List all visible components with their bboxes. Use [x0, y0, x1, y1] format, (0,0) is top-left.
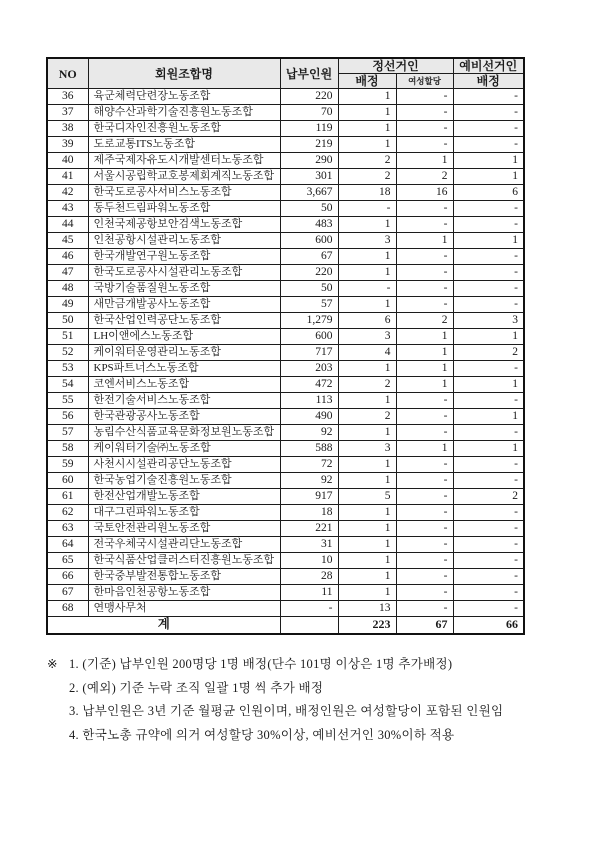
table-row: [47, 297, 524, 313]
cell-allocation: 3: [338, 329, 396, 345]
cell-women-quota: -: [396, 201, 453, 217]
cell-preliminary-allocation: 2: [453, 489, 524, 505]
cell-paying-members: 11: [280, 585, 338, 601]
cell-paying-members: 203: [280, 361, 338, 377]
cell-no: 38: [47, 121, 88, 137]
cell-union-name: 한국디자인진흥원노동조합: [88, 121, 280, 137]
cell-women-quota: -: [396, 217, 453, 233]
cell-allocation: 1: [338, 505, 396, 521]
table-row: [47, 121, 524, 137]
cell-allocation: 1: [338, 569, 396, 585]
cell-allocation: 1: [338, 553, 396, 569]
table-row: [47, 265, 524, 281]
cell-preliminary-allocation: 1: [453, 169, 524, 185]
cell-women-quota: -: [396, 121, 453, 137]
cell-union-name: 연맹사무처: [88, 601, 280, 617]
cell-no: 39: [47, 137, 88, 153]
table-row: [47, 377, 524, 393]
table-row: [47, 201, 524, 217]
cell-no: 59: [47, 457, 88, 473]
footnote-marker: [47, 724, 69, 748]
cell-allocation: -: [338, 201, 396, 217]
cell-paying-members: 3,667: [280, 185, 338, 201]
cell-allocation: 1: [338, 137, 396, 153]
footnote-text: 2. (예외) 기준 누락 조직 일괄 1명 씩 추가 배정: [69, 680, 324, 695]
cell-allocation: 5: [338, 489, 396, 505]
cell-union-name: 새만금개발공사노동조합: [88, 297, 280, 313]
table-row: [47, 569, 524, 585]
cell-paying-members: 717: [280, 345, 338, 361]
cell-women-quota: -: [396, 425, 453, 441]
cell-allocation: 2: [338, 409, 396, 425]
cell-no: 47: [47, 265, 88, 281]
cell-union-name: 코엔서비스노동조합: [88, 377, 280, 393]
footnote-line: [47, 700, 567, 724]
cell-preliminary-allocation: 1: [453, 153, 524, 169]
cell-no: 68: [47, 601, 88, 617]
total-preliminary-allocation: 66: [453, 617, 524, 634]
table-row: [47, 425, 524, 441]
cell-paying-members: 10: [280, 553, 338, 569]
cell-preliminary-allocation: -: [453, 121, 524, 137]
total-paying-members: [280, 617, 338, 634]
cell-women-quota: 2: [396, 169, 453, 185]
cell-no: 57: [47, 425, 88, 441]
cell-union-name: 육군체력단련장노동조합: [88, 89, 280, 105]
cell-no: 37: [47, 105, 88, 121]
cell-allocation: 3: [338, 441, 396, 457]
cell-no: 50: [47, 313, 88, 329]
table-row: [47, 601, 524, 617]
cell-union-name: KPS파트너스노동조합: [88, 361, 280, 377]
cell-preliminary-allocation: -: [453, 217, 524, 233]
cell-union-name: 한국산업인력공단노동조합: [88, 313, 280, 329]
cell-union-name: 한전기술서비스노동조합: [88, 393, 280, 409]
table-row: [47, 489, 524, 505]
cell-women-quota: -: [396, 409, 453, 425]
cell-women-quota: -: [396, 297, 453, 313]
cell-no: 48: [47, 281, 88, 297]
cell-allocation: 1: [338, 457, 396, 473]
cell-paying-members: -: [280, 601, 338, 617]
cell-paying-members: 28: [280, 569, 338, 585]
cell-paying-members: 72: [280, 457, 338, 473]
cell-allocation: 18: [338, 185, 396, 201]
cell-union-name: 한마음인천공항노동조합: [88, 585, 280, 601]
cell-women-quota: 1: [396, 329, 453, 345]
cell-preliminary-allocation: -: [453, 505, 524, 521]
cell-women-quota: 1: [396, 345, 453, 361]
cell-preliminary-allocation: -: [453, 249, 524, 265]
cell-women-quota: 1: [396, 377, 453, 393]
cell-preliminary-allocation: -: [453, 89, 524, 105]
cell-paying-members: 588: [280, 441, 338, 457]
cell-no: 63: [47, 521, 88, 537]
cell-paying-members: 290: [280, 153, 338, 169]
cell-allocation: 1: [338, 537, 396, 553]
cell-women-quota: -: [396, 457, 453, 473]
cell-preliminary-allocation: -: [453, 457, 524, 473]
cell-paying-members: 301: [280, 169, 338, 185]
cell-allocation: 2: [338, 377, 396, 393]
table-row: [47, 249, 524, 265]
col-header-allocation: 배정: [338, 74, 396, 89]
cell-union-name: 인천공항시설관리노동조합: [88, 233, 280, 249]
table-row: [47, 105, 524, 121]
cell-union-name: 한전산업개발노동조합: [88, 489, 280, 505]
cell-preliminary-allocation: -: [453, 297, 524, 313]
cell-union-name: 한국도로공사시설관리노동조합: [88, 265, 280, 281]
cell-preliminary-allocation: 3: [453, 313, 524, 329]
union-allocation-table: [46, 57, 525, 635]
cell-women-quota: -: [396, 89, 453, 105]
cell-preliminary-allocation: -: [453, 361, 524, 377]
cell-allocation: 1: [338, 393, 396, 409]
cell-preliminary-allocation: -: [453, 601, 524, 617]
cell-union-name: 농림수산식품교육문화정보원노동조합: [88, 425, 280, 441]
cell-paying-members: 219: [280, 137, 338, 153]
cell-union-name: 제주국제자유도시개발센터노동조합: [88, 153, 280, 169]
cell-paying-members: 600: [280, 233, 338, 249]
cell-no: 65: [47, 553, 88, 569]
table-row: [47, 345, 524, 361]
cell-preliminary-allocation: 1: [453, 329, 524, 345]
cell-preliminary-allocation: 1: [453, 233, 524, 249]
cell-preliminary-allocation: 6: [453, 185, 524, 201]
cell-paying-members: 31: [280, 537, 338, 553]
table-row: [47, 329, 524, 345]
cell-paying-members: 50: [280, 281, 338, 297]
cell-no: 44: [47, 217, 88, 233]
cell-paying-members: 18: [280, 505, 338, 521]
cell-no: 54: [47, 377, 88, 393]
cell-allocation: -: [338, 281, 396, 297]
cell-preliminary-allocation: 1: [453, 377, 524, 393]
col-header-union-name: 회원조합명: [88, 58, 280, 89]
cell-paying-members: 50: [280, 201, 338, 217]
table-header: [47, 58, 524, 89]
cell-allocation: 1: [338, 217, 396, 233]
cell-paying-members: 483: [280, 217, 338, 233]
cell-union-name: 해양수산과학기술진흥원노동조합: [88, 105, 280, 121]
cell-preliminary-allocation: -: [453, 553, 524, 569]
cell-allocation: 1: [338, 89, 396, 105]
cell-women-quota: -: [396, 537, 453, 553]
cell-preliminary-allocation: 1: [453, 441, 524, 457]
cell-paying-members: 92: [280, 425, 338, 441]
cell-allocation: 2: [338, 153, 396, 169]
total-row: [47, 617, 524, 634]
cell-women-quota: 1: [396, 153, 453, 169]
table-row: [47, 585, 524, 601]
cell-preliminary-allocation: -: [453, 425, 524, 441]
cell-preliminary-allocation: 1: [453, 409, 524, 425]
footnote-marker: [47, 700, 69, 724]
cell-allocation: 1: [338, 249, 396, 265]
cell-women-quota: 1: [396, 233, 453, 249]
table-row: [47, 89, 524, 105]
cell-no: 46: [47, 249, 88, 265]
cell-no: 55: [47, 393, 88, 409]
cell-union-name: 한국개발연구원노동조합: [88, 249, 280, 265]
table-row: [47, 137, 524, 153]
total-label: 계: [47, 617, 280, 634]
col-header-paying-members: 납부인원: [280, 58, 338, 89]
cell-no: 36: [47, 89, 88, 105]
cell-no: 49: [47, 297, 88, 313]
col-header-regular-electors: 정선거인: [338, 58, 453, 74]
footnote-text: 3. 납부인원은 3년 기준 월평균 인원이며, 배정인원은 여성할당이 포함된 인원임: [69, 704, 504, 718]
table-row: [47, 393, 524, 409]
table-row: [47, 233, 524, 249]
cell-women-quota: 2: [396, 313, 453, 329]
cell-paying-members: 113: [280, 393, 338, 409]
footnote-marker: ※: [47, 657, 58, 671]
table-body: [47, 89, 524, 617]
cell-allocation: 1: [338, 425, 396, 441]
cell-women-quota: -: [396, 585, 453, 601]
cell-no: 60: [47, 473, 88, 489]
table-row: [47, 537, 524, 553]
cell-preliminary-allocation: -: [453, 137, 524, 153]
table-row: [47, 217, 524, 233]
cell-union-name: 서울시공립학교호봉제회계직노동조합: [88, 169, 280, 185]
cell-preliminary-allocation: -: [453, 281, 524, 297]
cell-paying-members: 1,279: [280, 313, 338, 329]
cell-women-quota: 1: [396, 361, 453, 377]
cell-women-quota: -: [396, 137, 453, 153]
cell-allocation: 1: [338, 473, 396, 489]
table-row: [47, 361, 524, 377]
cell-union-name: 도로교통ITS노동조합: [88, 137, 280, 153]
col-header-women-quota: 여성할당: [396, 74, 453, 89]
footnote-text: 1. (기준) 납부인원 200명당 1명 배정(단수 101명 이상은 1명 추가배정): [69, 657, 453, 671]
cell-paying-members: 917: [280, 489, 338, 505]
footnote-line: [47, 677, 567, 701]
cell-women-quota: -: [396, 553, 453, 569]
cell-allocation: 1: [338, 521, 396, 537]
total-allocation: 223: [338, 617, 396, 634]
cell-union-name: 동두천드림파워노동조합: [88, 201, 280, 217]
table-row: [47, 169, 524, 185]
footnotes: [47, 653, 567, 747]
footnote-line: [47, 724, 567, 748]
cell-paying-members: 220: [280, 89, 338, 105]
cell-allocation: 3: [338, 233, 396, 249]
cell-women-quota: -: [396, 505, 453, 521]
total-women-quota: 67: [396, 617, 453, 634]
cell-preliminary-allocation: -: [453, 393, 524, 409]
cell-union-name: 한국농업기술진흥원노동조합: [88, 473, 280, 489]
cell-union-name: 케이워터기술㈜노동조합: [88, 441, 280, 457]
cell-allocation: 1: [338, 585, 396, 601]
cell-union-name: 케이워터운영관리노동조합: [88, 345, 280, 361]
table-row: [47, 553, 524, 569]
cell-allocation: 13: [338, 601, 396, 617]
cell-no: 58: [47, 441, 88, 457]
table-row: [47, 313, 524, 329]
cell-allocation: 1: [338, 105, 396, 121]
cell-no: 43: [47, 201, 88, 217]
cell-no: 64: [47, 537, 88, 553]
cell-paying-members: 67: [280, 249, 338, 265]
cell-no: 41: [47, 169, 88, 185]
cell-women-quota: -: [396, 521, 453, 537]
cell-paying-members: 57: [280, 297, 338, 313]
footnote-line: [47, 653, 567, 677]
cell-women-quota: -: [396, 281, 453, 297]
table-row: [47, 409, 524, 425]
table-row: [47, 521, 524, 537]
cell-women-quota: -: [396, 601, 453, 617]
cell-women-quota: -: [396, 105, 453, 121]
cell-no: 61: [47, 489, 88, 505]
cell-union-name: 전국우체국시설관리단노동조합: [88, 537, 280, 553]
cell-preliminary-allocation: 2: [453, 345, 524, 361]
cell-preliminary-allocation: -: [453, 201, 524, 217]
cell-union-name: 한국식품산업클러스터진흥원노동조합: [88, 553, 280, 569]
cell-preliminary-allocation: -: [453, 521, 524, 537]
cell-preliminary-allocation: -: [453, 585, 524, 601]
cell-no: 51: [47, 329, 88, 345]
cell-no: 62: [47, 505, 88, 521]
cell-women-quota: -: [396, 569, 453, 585]
cell-women-quota: -: [396, 249, 453, 265]
table-row: [47, 473, 524, 489]
cell-union-name: LH이앤에스노동조합: [88, 329, 280, 345]
cell-allocation: 1: [338, 121, 396, 137]
cell-allocation: 1: [338, 265, 396, 281]
col-header-no: NO: [47, 58, 88, 89]
cell-preliminary-allocation: -: [453, 473, 524, 489]
cell-paying-members: 490: [280, 409, 338, 425]
table-row: [47, 457, 524, 473]
cell-women-quota: -: [396, 489, 453, 505]
cell-women-quota: -: [396, 265, 453, 281]
cell-union-name: 한국중부발전통합노동조합: [88, 569, 280, 585]
cell-no: 66: [47, 569, 88, 585]
cell-paying-members: 70: [280, 105, 338, 121]
cell-preliminary-allocation: -: [453, 105, 524, 121]
cell-paying-members: 220: [280, 265, 338, 281]
table-row: [47, 441, 524, 457]
cell-union-name: 국방기술품질원노동조합: [88, 281, 280, 297]
cell-paying-members: 221: [280, 521, 338, 537]
cell-allocation: 1: [338, 361, 396, 377]
cell-allocation: 6: [338, 313, 396, 329]
cell-allocation: 4: [338, 345, 396, 361]
cell-paying-members: 119: [280, 121, 338, 137]
cell-union-name: 한국관광공사노동조합: [88, 409, 280, 425]
cell-union-name: 인천국제공항보안검색노동조합: [88, 217, 280, 233]
cell-no: 53: [47, 361, 88, 377]
col-header-preliminary-allocation: 배정: [453, 74, 524, 89]
cell-preliminary-allocation: -: [453, 569, 524, 585]
table-footer: [47, 617, 524, 634]
cell-women-quota: -: [396, 393, 453, 409]
cell-no: 42: [47, 185, 88, 201]
cell-no: 67: [47, 585, 88, 601]
cell-women-quota: 1: [396, 441, 453, 457]
cell-paying-members: 472: [280, 377, 338, 393]
cell-women-quota: -: [396, 473, 453, 489]
cell-union-name: 국토안전관리원노동조합: [88, 521, 280, 537]
cell-union-name: 한국도로공사서비스노동조합: [88, 185, 280, 201]
cell-union-name: 사천시시설관리공단노동조합: [88, 457, 280, 473]
table-row: [47, 281, 524, 297]
col-header-preliminary-electors: 예비선거인: [453, 58, 524, 74]
cell-no: 52: [47, 345, 88, 361]
cell-no: 45: [47, 233, 88, 249]
table-row: [47, 505, 524, 521]
cell-preliminary-allocation: -: [453, 537, 524, 553]
cell-allocation: 2: [338, 169, 396, 185]
cell-preliminary-allocation: -: [453, 265, 524, 281]
table-row: [47, 185, 524, 201]
cell-paying-members: 600: [280, 329, 338, 345]
cell-union-name: 대구그린파워노동조합: [88, 505, 280, 521]
cell-women-quota: 16: [396, 185, 453, 201]
cell-paying-members: 92: [280, 473, 338, 489]
cell-no: 40: [47, 153, 88, 169]
table-row: [47, 153, 524, 169]
footnote-marker: [47, 677, 69, 701]
footnote-text: 4. 한국노총 규약에 의거 여성할당 30%이상, 예비선거인 30%이하 적용: [69, 727, 455, 742]
cell-no: 56: [47, 409, 88, 425]
cell-allocation: 1: [338, 297, 396, 313]
